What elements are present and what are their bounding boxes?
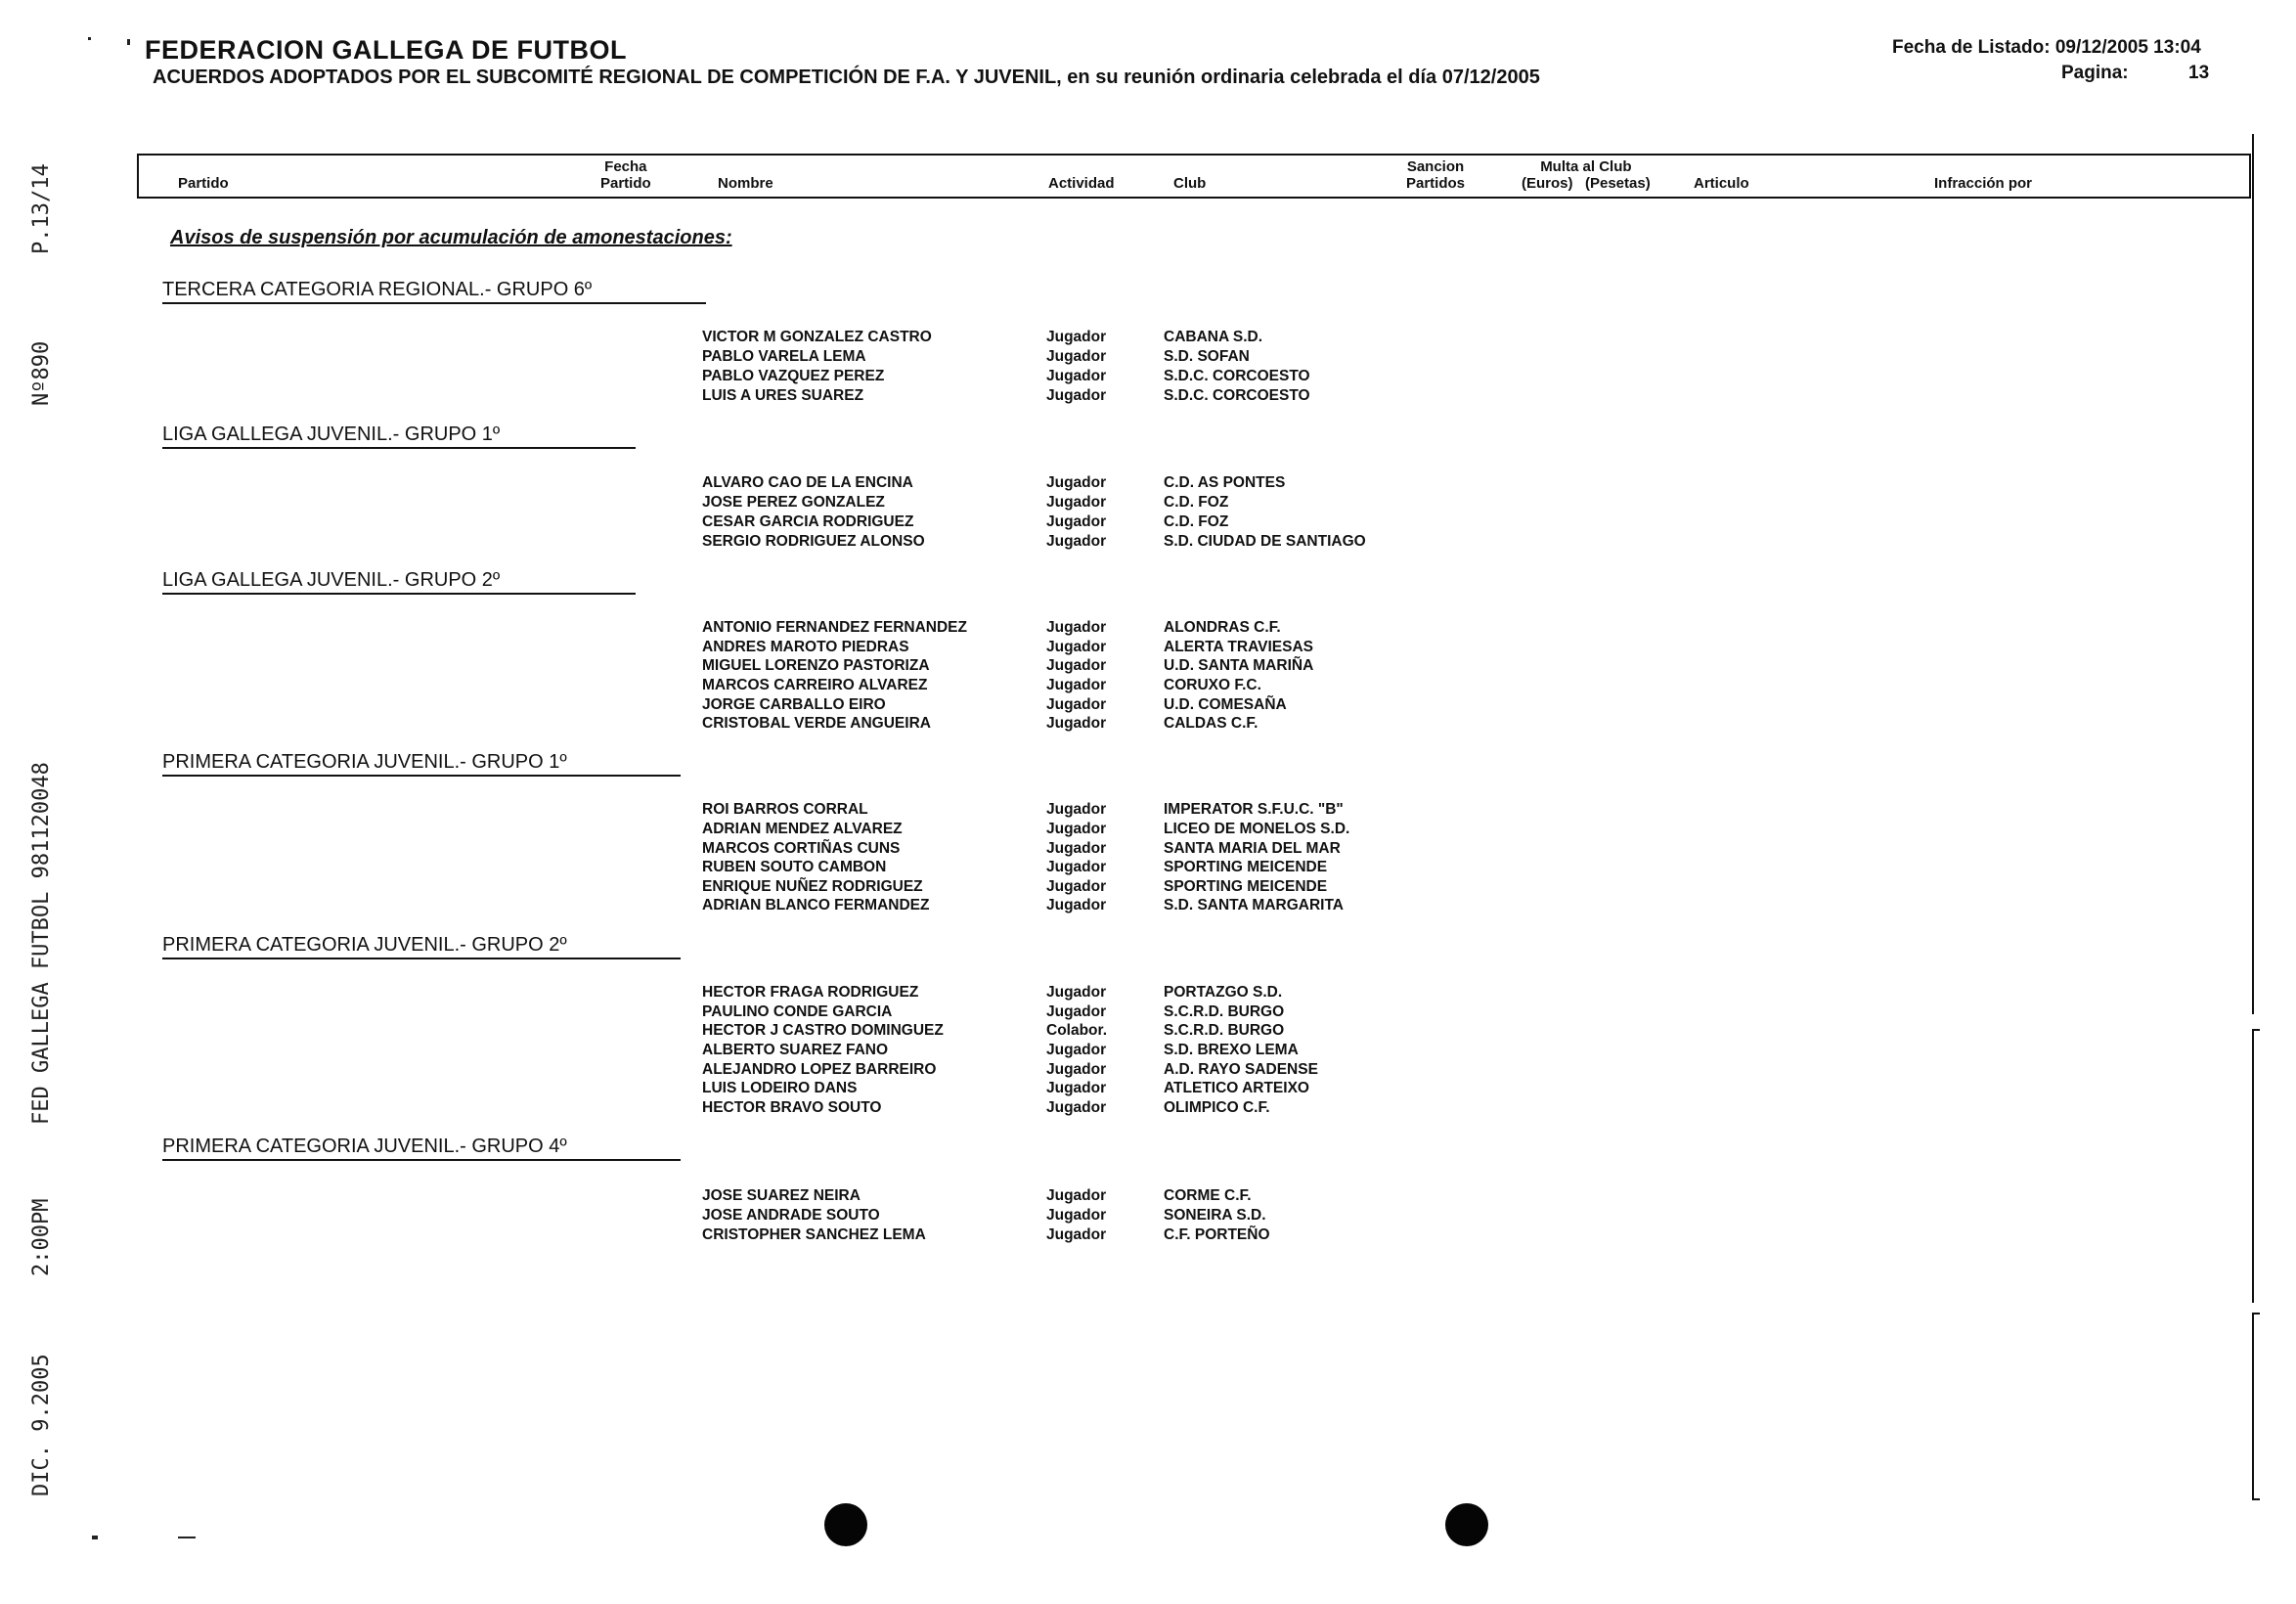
row-club: ALERTA TRAVIESAS — [1164, 639, 1313, 655]
row-club: C.D. FOZ — [1164, 494, 1229, 511]
row-club: SPORTING MEICENDE — [1164, 878, 1328, 895]
scan-speck — [92, 1536, 98, 1539]
row-club: OLIMPICO C.F. — [1164, 1099, 1270, 1116]
col-fecha-partido — [600, 158, 651, 192]
section-title: Avisos de suspensión por acumulación de amonestaciones: — [170, 227, 732, 248]
row-club: CALDAS C.F. — [1164, 715, 1258, 732]
row-club: C.F. PORTEÑO — [1164, 1226, 1270, 1243]
group-title: PRIMERA CATEGORIA JUVENIL.- GRUPO 2º — [162, 934, 681, 959]
row-nombre: PABLO VARELA LEMA — [702, 348, 866, 365]
row-club: S.C.R.D. BURGO — [1164, 1003, 1285, 1020]
col-sancion-line2: Partidos — [1406, 175, 1466, 192]
row-nombre: JOSE SUAREZ NEIRA — [702, 1187, 861, 1204]
row-actividad: Jugador — [1046, 1099, 1107, 1116]
row-actividad: Jugador — [1046, 897, 1107, 913]
row-actividad: Jugador — [1046, 1061, 1107, 1078]
col-fecha-line1: Fecha — [604, 158, 647, 175]
row-club: C.D. AS PONTES — [1164, 474, 1286, 491]
fax-number: Nº890 — [29, 340, 54, 406]
row-club: U.D. SANTA MARIÑA — [1164, 657, 1314, 674]
row-nombre: ROI BARROS CORRAL — [702, 801, 868, 818]
listing-date-value: 09/12/2005 13:04 — [2054, 37, 2201, 58]
group-title: LIGA GALLEGA JUVENIL.- GRUPO 2º — [162, 569, 636, 595]
col-sancion-line1: Sancion — [1406, 158, 1465, 175]
row-nombre: RUBEN SOUTO CAMBON — [702, 859, 887, 875]
fax-time: 2:00PM — [29, 1198, 54, 1276]
scan-speck — [88, 37, 91, 40]
row-actividad: Jugador — [1046, 387, 1107, 404]
row-actividad: Jugador — [1046, 657, 1107, 674]
row-actividad: Jugador — [1046, 1207, 1107, 1224]
row-actividad: Jugador — [1046, 715, 1107, 732]
punch-hole — [824, 1503, 867, 1546]
fax-page: P.13/14 — [29, 163, 54, 254]
row-club: U.D. COMESAÑA — [1164, 696, 1287, 713]
row-actividad: Jugador — [1046, 878, 1107, 895]
row-actividad: Colabor. — [1046, 1022, 1108, 1039]
row-club: PORTAZGO S.D. — [1164, 984, 1283, 1001]
row-nombre: JOSE ANDRADE SOUTO — [702, 1207, 880, 1224]
row-nombre: MARCOS CORTIÑAS CUNS — [702, 840, 901, 857]
row-club: C.D. FOZ — [1164, 513, 1229, 530]
row-actividad: Jugador — [1046, 1187, 1107, 1204]
row-actividad: Jugador — [1046, 348, 1107, 365]
row-actividad: Jugador — [1046, 859, 1107, 875]
row-nombre: HECTOR J CASTRO DOMINGUEZ — [702, 1022, 944, 1039]
row-nombre: PABLO VAZQUEZ PEREZ — [702, 368, 885, 384]
col-multa — [1522, 158, 1651, 192]
row-club: LICEO DE MONELOS S.D. — [1164, 821, 1350, 837]
listing-date-label: Fecha de Listado: — [1892, 37, 2051, 58]
row-actividad: Jugador — [1046, 1226, 1107, 1243]
row-club: CABANA S.D. — [1164, 329, 1263, 345]
listing-date — [1892, 37, 2201, 59]
row-nombre: CESAR GARCIA RODRIGUEZ — [702, 513, 914, 530]
row-nombre: ALVARO CAO DE LA ENCINA — [702, 474, 913, 491]
row-club: S.D. SOFAN — [1164, 348, 1250, 365]
row-nombre: LUIS A URES SUAREZ — [702, 387, 864, 404]
fax-header-strip — [29, 147, 74, 1516]
row-club: S.D. SANTA MARGARITA — [1164, 897, 1344, 913]
row-club: SONEIRA S.D. — [1164, 1207, 1266, 1224]
row-nombre: VICTOR M GONZALEZ CASTRO — [702, 329, 932, 345]
col-sancion — [1406, 158, 1465, 192]
row-nombre: MARCOS CARREIRO ALVAREZ — [702, 677, 928, 693]
scan-speck — [127, 39, 130, 45]
group-title: LIGA GALLEGA JUVENIL.- GRUPO 1º — [162, 423, 636, 449]
row-nombre: ADRIAN MENDEZ ALVAREZ — [702, 821, 903, 837]
group-title: TERCERA CATEGORIA REGIONAL.- GRUPO 6º — [162, 279, 706, 304]
row-actividad: Jugador — [1046, 696, 1107, 713]
fax-date: DIC. 9.2005 — [29, 1354, 54, 1496]
row-actividad: Jugador — [1046, 368, 1107, 384]
scan-margin-line — [2252, 134, 2254, 1014]
scan-margin-tick — [2252, 1498, 2260, 1500]
row-actividad: Jugador — [1046, 474, 1107, 491]
row-nombre: MIGUEL LORENZO PASTORIZA — [702, 657, 930, 674]
row-club: CORUXO F.C. — [1164, 677, 1261, 693]
row-club: S.D.C. CORCOESTO — [1164, 368, 1310, 384]
group-title: PRIMERA CATEGORIA JUVENIL.- GRUPO 1º — [162, 751, 681, 777]
fax-sender: FED GALLEGA FUTBOL 981120048 — [29, 762, 54, 1125]
row-actividad: Jugador — [1046, 677, 1107, 693]
group-title: PRIMERA CATEGORIA JUVENIL.- GRUPO 4º — [162, 1136, 681, 1161]
row-nombre: JORGE CARBALLO EIRO — [702, 696, 886, 713]
document-title: FEDERACION GALLEGA DE FUTBOL — [145, 35, 627, 65]
row-actividad: Jugador — [1046, 984, 1107, 1001]
row-club: S.C.R.D. BURGO — [1164, 1022, 1285, 1039]
col-nombre: Nombre — [718, 175, 773, 192]
row-club: S.D. CIUDAD DE SANTIAGO — [1164, 533, 1366, 550]
page-number-value: 13 — [2188, 63, 2210, 83]
row-club: ATLETICO ARTEIXO — [1164, 1080, 1309, 1096]
row-nombre: ALBERTO SUAREZ FANO — [702, 1042, 889, 1058]
row-actividad: Jugador — [1046, 1042, 1107, 1058]
scan-speck — [178, 1537, 196, 1538]
scan-margin-line — [2252, 1313, 2254, 1500]
col-partido: Partido — [178, 175, 229, 192]
row-actividad: Jugador — [1046, 840, 1107, 857]
row-actividad: Jugador — [1046, 494, 1107, 511]
row-nombre: ADRIAN BLANCO FERMANDEZ — [702, 897, 930, 913]
col-multa-line2: (Euros) (Pesetas) — [1522, 175, 1651, 192]
row-actividad: Jugador — [1046, 1080, 1107, 1096]
row-nombre: CRISTOPHER SANCHEZ LEMA — [702, 1226, 926, 1243]
scan-margin-line — [2252, 1029, 2254, 1303]
row-actividad: Jugador — [1046, 329, 1107, 345]
row-actividad: Jugador — [1046, 513, 1107, 530]
row-nombre: PAULINO CONDE GARCIA — [702, 1003, 893, 1020]
col-multa-line1: Multa al Club — [1540, 158, 1632, 175]
column-header-box — [137, 154, 2251, 199]
row-nombre: CRISTOBAL VERDE ANGUEIRA — [702, 715, 931, 732]
punch-hole — [1445, 1503, 1488, 1546]
row-nombre: ALEJANDRO LOPEZ BARREIRO — [702, 1061, 937, 1078]
row-club: A.D. RAYO SADENSE — [1164, 1061, 1318, 1078]
row-actividad: Jugador — [1046, 639, 1107, 655]
row-club: S.D.C. CORCOESTO — [1164, 387, 1310, 404]
row-nombre: LUIS LODEIRO DANS — [702, 1080, 858, 1096]
row-nombre: HECTOR FRAGA RODRIGUEZ — [702, 984, 919, 1001]
row-nombre: JOSE PEREZ GONZALEZ — [702, 494, 885, 511]
col-infraccion: Infracción por — [1934, 175, 2033, 192]
row-nombre: SERGIO RODRIGUEZ ALONSO — [702, 533, 925, 550]
row-club: SPORTING MEICENDE — [1164, 859, 1328, 875]
row-actividad: Jugador — [1046, 1003, 1107, 1020]
page-number-label: Pagina: — [2061, 63, 2129, 83]
row-club: SANTA MARIA DEL MAR — [1164, 840, 1341, 857]
row-nombre: ANTONIO FERNANDEZ FERNANDEZ — [702, 619, 967, 636]
row-nombre: ANDRES MAROTO PIEDRAS — [702, 639, 909, 655]
col-fecha-line2: Partido — [600, 175, 651, 192]
col-actividad: Actividad — [1048, 175, 1115, 192]
row-club: CORME C.F. — [1164, 1187, 1252, 1204]
row-actividad: Jugador — [1046, 533, 1107, 550]
row-nombre: ENRIQUE NUÑEZ RODRIGUEZ — [702, 878, 923, 895]
row-actividad: Jugador — [1046, 821, 1107, 837]
document-subtitle: ACUERDOS ADOPTADOS POR EL SUBCOMITÉ REGIONAL DE COMPETICIÓN DE F.A. Y JUVENIL, en su reunión ordinaria celebrada el día 07/12/2005 — [153, 67, 1540, 88]
col-club: Club — [1173, 175, 1207, 192]
row-actividad: Jugador — [1046, 619, 1107, 636]
row-club: S.D. BREXO LEMA — [1164, 1042, 1299, 1058]
row-club: ALONDRAS C.F. — [1164, 619, 1281, 636]
row-nombre: HECTOR BRAVO SOUTO — [702, 1099, 882, 1116]
row-club: IMPERATOR S.F.U.C. "B" — [1164, 801, 1344, 818]
col-articulo: Articulo — [1694, 175, 1749, 192]
row-actividad: Jugador — [1046, 801, 1107, 818]
